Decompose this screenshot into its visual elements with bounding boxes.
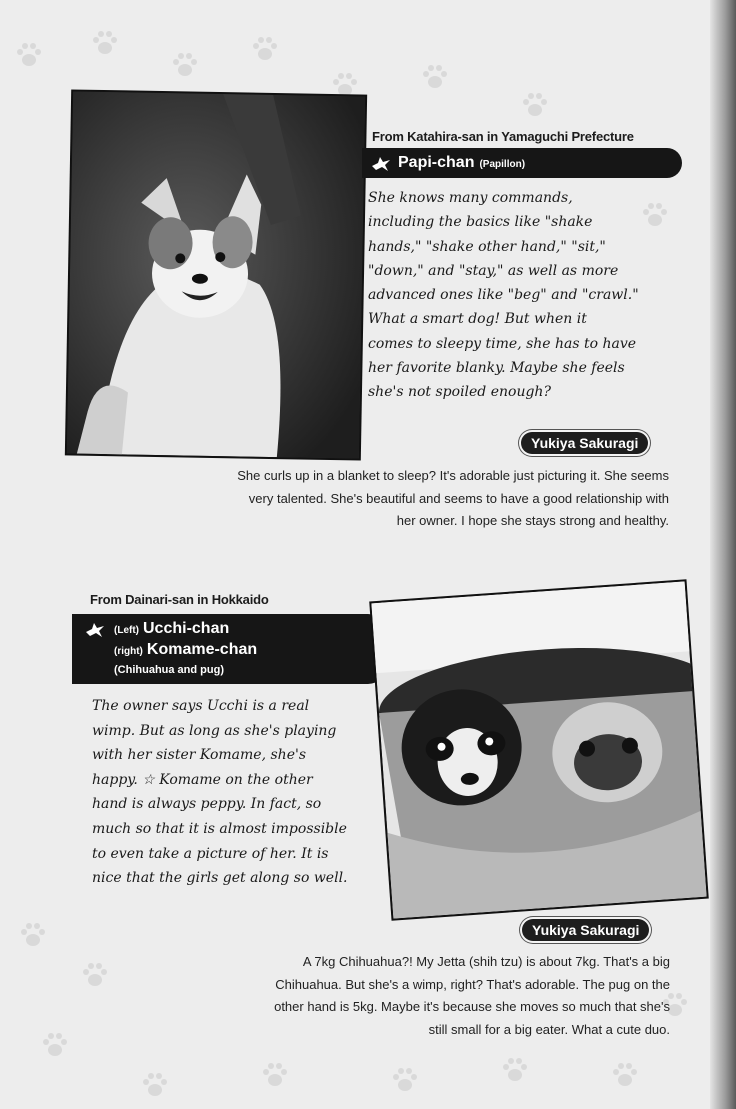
paw-print-icon: [260, 1060, 290, 1090]
paw-print-icon: [640, 200, 670, 230]
description-line: hand is always peppy. In fact, so: [92, 796, 322, 813]
paw-print-icon: [500, 1055, 530, 1085]
entry2-name-banner: [72, 614, 386, 684]
entry1-responder-badge: Yukiya Sakuragi: [521, 432, 648, 454]
description-line: She knows many commands,: [368, 190, 573, 206]
paw-print-icon: [14, 40, 44, 70]
running-dog-icon: [370, 154, 392, 172]
paw-print-icon: [520, 90, 550, 120]
chihuahua-pug-image: [371, 581, 706, 918]
chihuahua-pug-photo: [371, 581, 706, 918]
entry2-right-tag: (right): [114, 646, 143, 657]
entry2-responder-badge: Yukiya Sakuragi: [522, 919, 649, 941]
paw-print-icon: [18, 920, 48, 950]
description-line: The owner says Ucchi is a real: [92, 698, 310, 714]
entry2-description: [92, 694, 348, 891]
paw-print-icon: [250, 34, 280, 64]
description-line: her favorite blanky. Maybe she feels: [368, 360, 625, 377]
entry1-breed: (Papillon): [479, 159, 526, 170]
description-line: she's not spoiled enough?: [368, 384, 551, 401]
page-binding-shadow: [710, 0, 736, 1109]
entry1-from: From Katahira-san in Yamaguchi Prefecture: [372, 129, 634, 144]
response-line: still small for a big eater. What a cute duo.: [428, 1021, 670, 1037]
response-line: Chihuahua. But she's a wimp, right? That's adorable. The pug on the: [275, 976, 670, 992]
entry1-description: [368, 186, 639, 405]
description-line: including the basics like "shake: [368, 214, 593, 231]
paw-print-icon: [390, 1065, 420, 1095]
description-line: much so that it is almost impossible: [92, 820, 347, 837]
papillon-dog-image: [67, 91, 365, 458]
entry1-response: [237, 465, 669, 533]
entry2-response: [274, 951, 670, 1041]
entry2-from: From Dainari-san in Hokkaido: [90, 592, 269, 607]
paw-print-icon: [80, 960, 110, 990]
description-line: What a smart dog! But when it: [368, 311, 587, 328]
entry1-name-banner: [362, 148, 682, 178]
running-dog-icon: [84, 620, 106, 638]
description-line: wimp. But as long as she's playing: [92, 722, 337, 739]
papillon-photo: [67, 91, 365, 458]
description-line: with her sister Komame, she's: [92, 747, 307, 764]
description-line: nice that the girls get along so well.: [92, 870, 348, 887]
entry1-dog-name: Papi-chan: [398, 154, 475, 171]
description-line: "down," and "stay," as well as more: [368, 262, 619, 279]
entry2-left-tag: (Left): [114, 625, 139, 636]
paw-print-icon: [40, 1030, 70, 1060]
paw-print-icon: [140, 1070, 170, 1100]
description-line: comes to sleepy time, she has to have: [368, 335, 637, 352]
paw-print-icon: [420, 62, 450, 92]
response-line: very talented. She's beautiful and seems to have a good relationship with: [248, 490, 669, 506]
response-line: her owner. I hope she stays strong and healthy.: [396, 513, 669, 528]
response-line: other hand is 5kg. Maybe it's because she moves so much that she's: [274, 999, 670, 1014]
entry2-left-name: Ucchi-chan: [143, 620, 230, 637]
description-line: to even take a picture of her. It is: [92, 845, 329, 862]
description-line: happy. ☆ Komame on the other: [92, 771, 313, 788]
response-line: A 7kg Chihuahua?! My Jetta (shih tzu) is about 7kg. That's a big: [302, 954, 670, 969]
description-line: hands," "shake other hand," "sit,": [368, 238, 606, 255]
entry2-breed: (Chihuahua and pug): [114, 664, 224, 676]
paw-print-icon: [90, 28, 120, 58]
paw-print-icon: [170, 50, 200, 80]
description-line: advanced ones like "beg" and "crawl.": [368, 287, 639, 304]
entry2-right-name: Komame-chan: [146, 641, 258, 658]
response-line: She curls up in a blanket to sleep? It's adorable just picturing it. She seems: [237, 468, 669, 483]
paw-print-icon: [610, 1060, 640, 1090]
